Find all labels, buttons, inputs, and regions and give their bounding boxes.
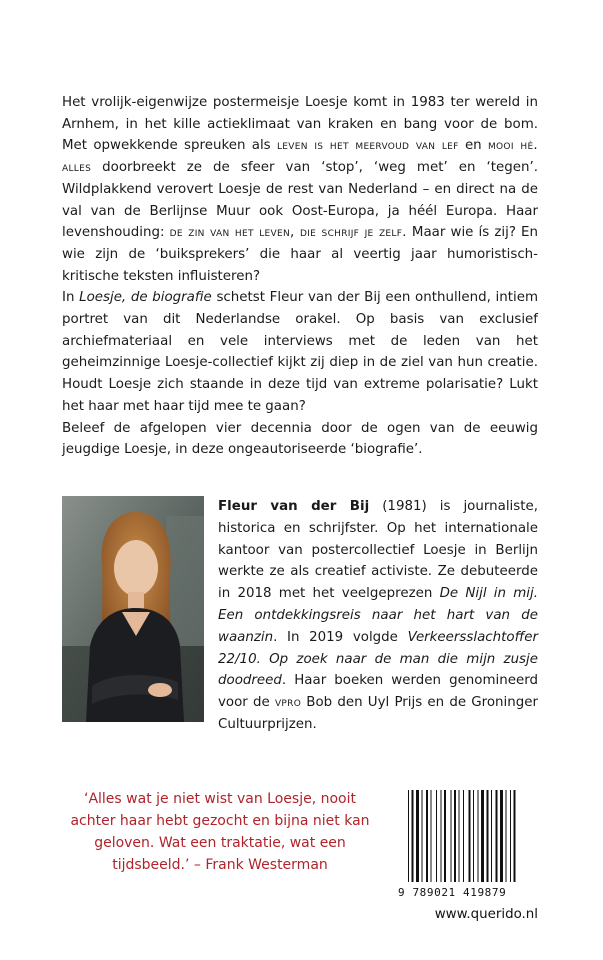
blurb-paragraph-1 xyxy=(62,92,538,287)
quote-line: tijdsbeeld.’ – Frank Westerman xyxy=(112,857,328,873)
blurb-text: schetst Fleur van der Bij een onthullend, intiem portret van dit Nederlandse orakel. Op basis van exclusief archiefmateriaal en vele interviews met de leden van het geheimzinnige Loesje-collectief kijkt zij diep in de ziel van hun creatie. Houdt Loesje zich staande in deze tijd van extreme polarisatie? Lukt het haar met haar tijd mee te gaan? xyxy=(62,290,539,414)
bio-paragraph xyxy=(218,496,538,736)
back-cover-blurb xyxy=(62,92,538,461)
author-bio xyxy=(218,496,538,736)
author-photo xyxy=(62,496,204,722)
book-title: Loesje, de biografie xyxy=(79,290,212,306)
slogan-2: mooi hè. alles xyxy=(62,138,538,176)
publisher-website: www.querido.nl xyxy=(434,907,538,922)
blurb-text: In xyxy=(62,290,80,306)
bio-text: (1981) is journaliste, historica en schrijfster. Op het internationale kantoor van postercollectief Loesje in Berlijn werkte ze als creatief activiste. Ze debuteerde in 2018 met het veelgeprezen xyxy=(218,499,538,602)
bio-text: . Haar boeken werden genomineerd voor de xyxy=(218,673,538,711)
blurb-paragraph-2 xyxy=(62,287,538,417)
vpro-label: vpro xyxy=(274,695,302,711)
blurb-paragraph-3: Beleef de afgelopen vier decennia door de ogen van de eeuwig jeugdige Loesje, in deze ongeautoriseerde ‘biografie’. xyxy=(62,420,538,458)
slogan-3: de zin van het leven, die schrijf je zelf. xyxy=(169,225,407,241)
blurb-text: doorbreekt ze de sfeer van ‘stop’, ‘weg met’ en ‘tegen’. Wildplakkend verovert Loesje de rest van Nederland – en direct na de val van de Berlijnse Muur ook Oost-Europa, ja héél Europa. Haar levenshouding: xyxy=(62,160,538,241)
bio-text: Bob den Uyl Prijs en de Groninger Cultuurprijzen. xyxy=(218,695,538,732)
blurb-text: Maar wie ís zij? En wie zijn de ‘buiksprekers’ die haar al veertig jaar humoristisch-kritische teksten influisteren? xyxy=(62,225,538,284)
author-name: Fleur van der Bij xyxy=(218,499,370,514)
book-title-2: Verkeersslachtoffer 22/10. Op zoek naar de man die mijn zusje doodreed xyxy=(218,629,538,689)
book-title-1: De Nijl in mij. Een ontdekkingsreis naar het hart van de waanzin xyxy=(218,586,539,645)
quote-line: ‘Alles wat je niet wist van Loesje, nooit xyxy=(84,791,356,807)
quote-line: geloven. Wat een traktatie, wat een xyxy=(94,835,346,851)
bio-text: . In 2019 volgde xyxy=(273,629,408,645)
review-quote xyxy=(62,788,378,876)
blurb-text: Het vrolijk-eigenwijze postermeisje Loesje komt in 1983 ter wereld in Arnhem, in het kille actieklimaat van kraken en bang voor de bom. Met opwekkende spreuken als xyxy=(62,95,538,154)
slogan-1: leven is het meervoud van lef xyxy=(276,138,459,154)
blurb-text: en xyxy=(458,138,488,154)
isbn-number: 9 789021 419879 xyxy=(398,886,507,899)
quote-line: achter haar hebt gezocht en bijna niet kan xyxy=(70,813,370,829)
